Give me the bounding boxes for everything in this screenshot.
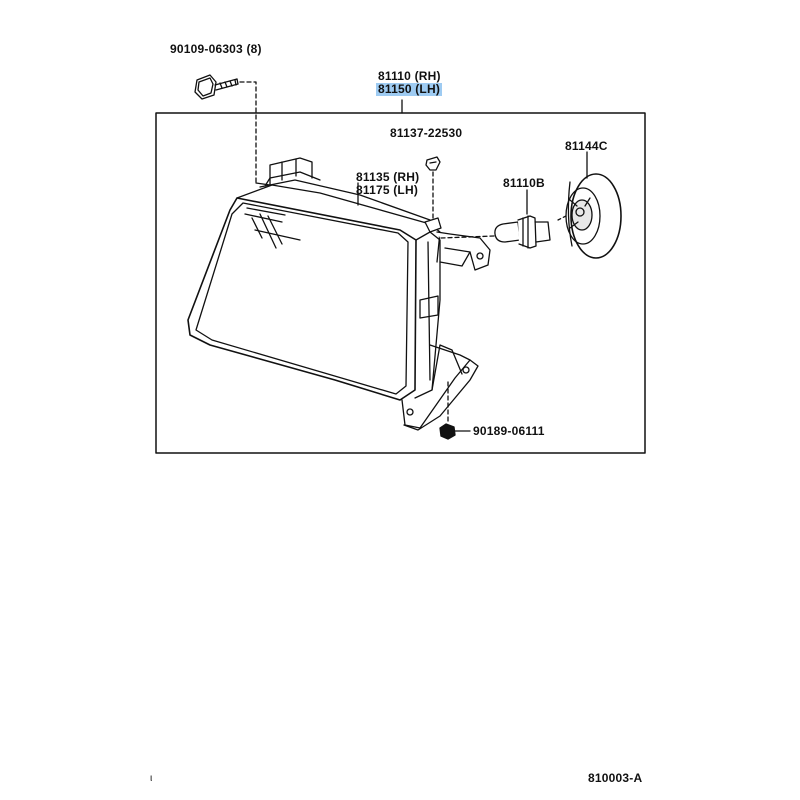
socket-cover-part xyxy=(558,174,621,258)
clip-part-number: 81137-22530 xyxy=(390,126,463,140)
assembly-part-number-rh: 81110 (RH) xyxy=(378,69,441,83)
housing-part-number-rh: 81135 (RH) xyxy=(356,170,420,184)
bolt-dashed-leader xyxy=(240,82,256,183)
headlamp-body xyxy=(188,158,490,430)
socket-cover-part-number: 81144C xyxy=(565,139,608,153)
bolt-part xyxy=(195,75,238,99)
nut-part xyxy=(440,424,455,439)
nut-part-number: 90189-06111 xyxy=(473,424,545,438)
assembly-part-number-lh: 81150 (LH) xyxy=(378,82,441,96)
clip-part xyxy=(426,157,440,170)
footer-mark: ι xyxy=(150,773,153,784)
bulb-part-number: 81110B xyxy=(503,176,545,190)
diagram-code: 810003-A xyxy=(588,771,643,785)
housing-part-number-lh: 81175 (LH) xyxy=(356,183,419,197)
bulb-part xyxy=(495,216,550,248)
bolt-part-number: 90109-06303 (8) xyxy=(170,42,262,56)
